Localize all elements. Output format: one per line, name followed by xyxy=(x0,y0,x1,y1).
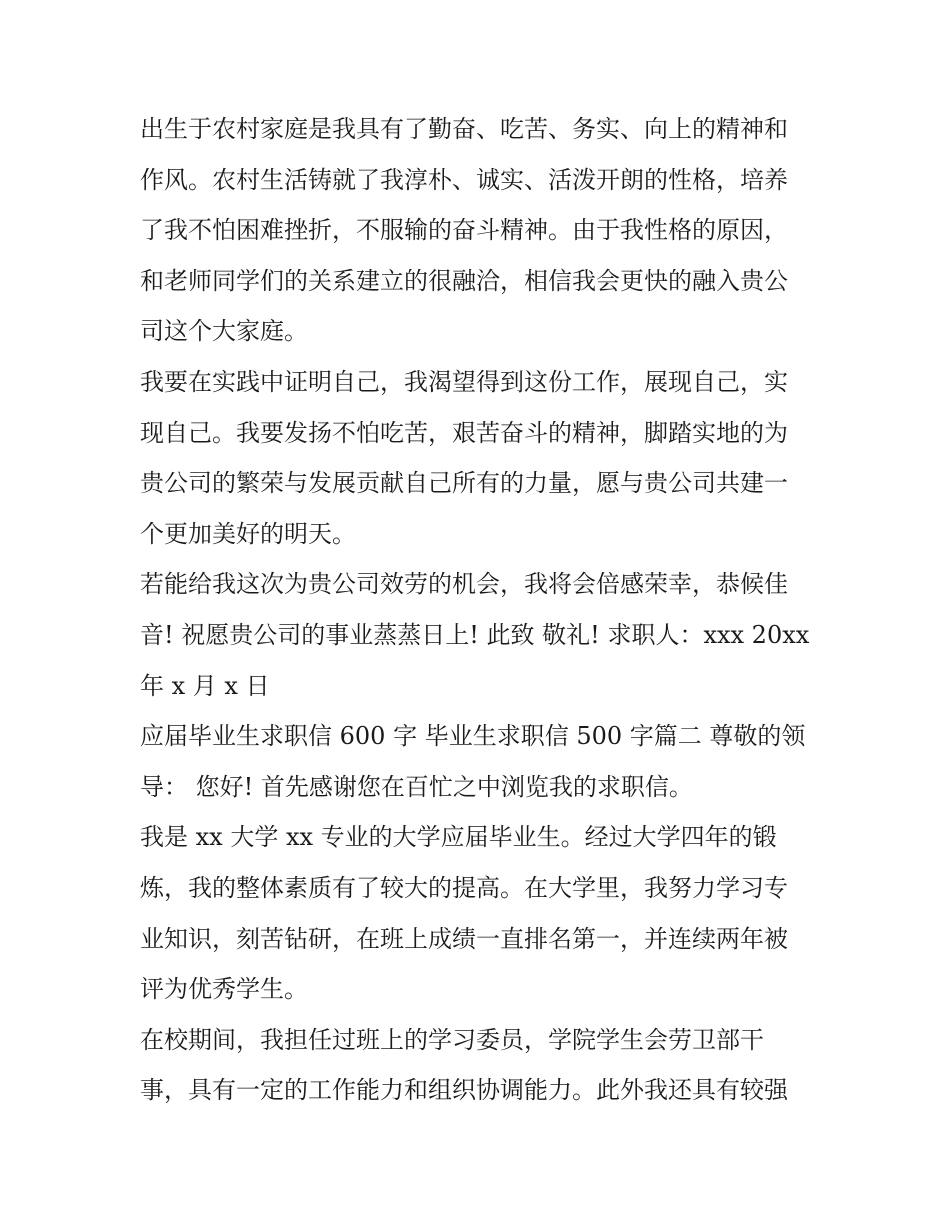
text-line: 事，具有一定的工作能力和组织协调能力。此外我还具有较强 xyxy=(140,1076,788,1105)
text-line: 若能给我这次为贵公司效劳的机会，我将会倍感荣幸，恭候佳 xyxy=(140,570,788,599)
paragraph-prove-myself xyxy=(140,357,820,559)
document-body xyxy=(140,104,820,1116)
text-line: 了我不怕困难挫折，不服输的奋斗精神。由于我性格的原因， xyxy=(140,216,788,245)
text-line: 音! 祝愿贵公司的事业蒸蒸日上! 此致 敬礼! 求职人：xxx 20xx xyxy=(140,620,810,649)
text-line: 现自己。我要发扬不怕吃苦，艰苦奋斗的精神，脚踏实地的为 xyxy=(140,418,788,447)
text-line: 我是 xx 大学 xx 专业的大学应届毕业生。经过大学四年的锻 xyxy=(140,823,777,852)
text-line: 导： 您好! 首先感谢您在百忙之中浏览我的求职信。 xyxy=(140,772,693,801)
paragraph-university-intro xyxy=(140,812,820,1014)
text-line: 我要在实践中证明自己，我渴望得到这份工作，展现自己，实 xyxy=(140,367,788,396)
paragraph-rural-background xyxy=(140,104,820,357)
text-line: 个更加美好的明天。 xyxy=(140,519,356,548)
text-line: 业知识，刻苦钻研，在班上成绩一直排名第一，并连续两年被 xyxy=(140,924,788,953)
text-line: 炼，我的整体素质有了较大的提高。在大学里，我努力学习专 xyxy=(140,873,788,902)
text-line: 作风。农村生活铸就了我淳朴、诚实、活泼开朗的性格，培养 xyxy=(140,165,788,194)
text-line: 贵公司的繁荣与发展贡献自己所有的力量，愿与贵公司共建一 xyxy=(140,469,788,498)
paragraph-campus-roles xyxy=(140,1015,820,1116)
text-line: 评为优秀学生。 xyxy=(140,975,308,1004)
text-line: 应届毕业生求职信 600 字 毕业生求职信 500 字篇二 尊敬的领 xyxy=(140,722,806,751)
text-line: 司这个大家庭。 xyxy=(140,317,308,346)
text-line: 年 x 月 x 日 xyxy=(140,671,270,700)
text-line: 出生于农村家庭是我具有了勤奋、吃苦、务实、向上的精神和 xyxy=(140,115,788,143)
text-line: 在校期间，我担任过班上的学习委员，学院学生会劳卫部干 xyxy=(140,1025,764,1054)
text-line: 和老师同学们的关系建立的很融洽，相信我会更快的融入贵公 xyxy=(140,266,788,295)
paragraph-closing xyxy=(140,559,820,711)
paragraph-letter-two-heading xyxy=(140,711,820,812)
